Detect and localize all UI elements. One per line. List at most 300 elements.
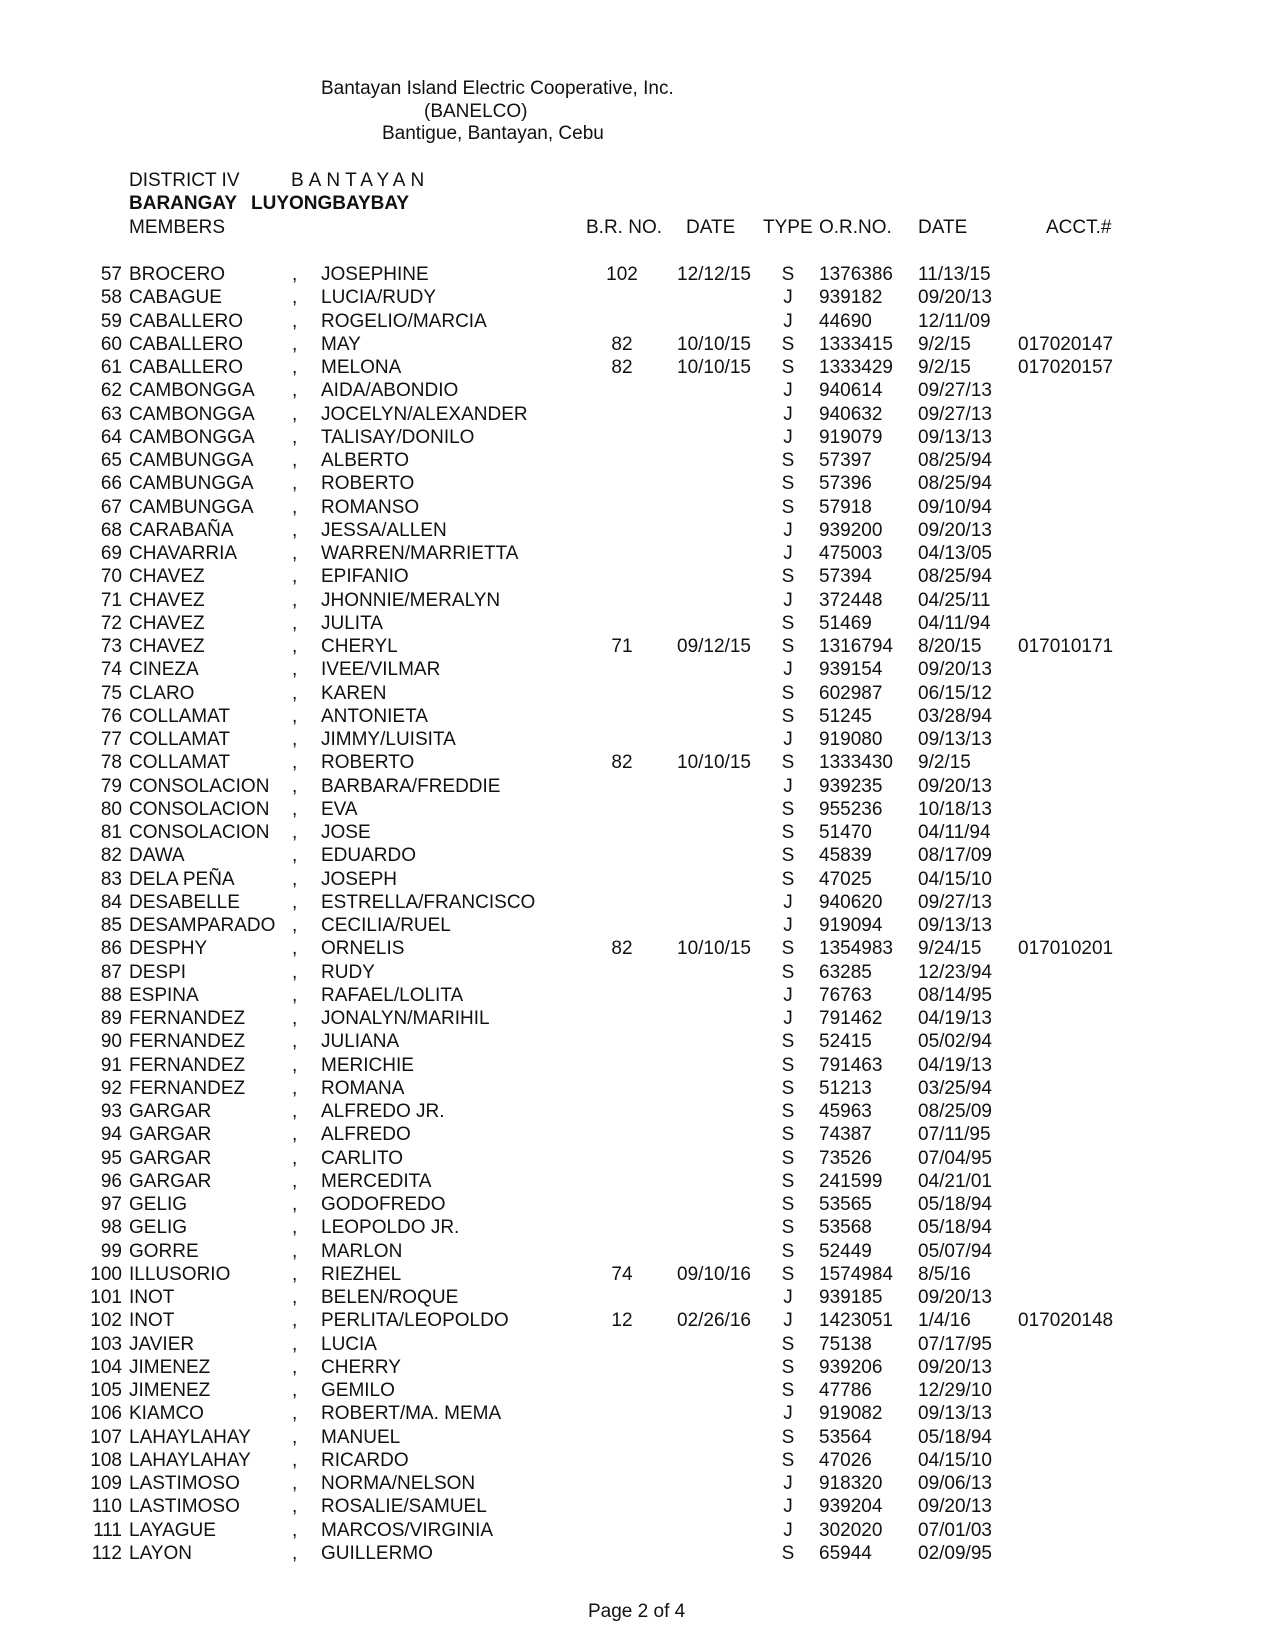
membership-type: S bbox=[781, 845, 795, 867]
column-header-members: MEMBERS bbox=[129, 217, 226, 238]
name-separator: , bbox=[292, 1287, 298, 1308]
or-number: 51470 bbox=[819, 822, 872, 843]
member-first-name: ALFREDO bbox=[321, 1124, 411, 1146]
name-separator: , bbox=[292, 1310, 298, 1332]
name-separator: , bbox=[292, 1008, 298, 1029]
account-number: 017010201 bbox=[1018, 938, 1114, 960]
or-number: 45963 bbox=[819, 1101, 872, 1122]
member-last-name: KIAMCO bbox=[129, 1403, 204, 1425]
name-separator: , bbox=[292, 450, 298, 471]
member-first-name: BARBARA/FREDDIE bbox=[321, 775, 501, 797]
member-last-name: CAMBONGGA bbox=[129, 426, 255, 448]
or-date: 09/13/13 bbox=[918, 1403, 992, 1425]
member-number: 85 bbox=[100, 915, 122, 936]
name-separator: , bbox=[292, 1473, 298, 1494]
member-number: 70 bbox=[100, 566, 122, 588]
member-last-name: COLLAMAT bbox=[129, 705, 231, 727]
member-first-name: JOSEPHINE bbox=[321, 264, 429, 285]
table-row bbox=[0, 891, 1275, 914]
name-separator: , bbox=[292, 891, 298, 913]
or-number: 73526 bbox=[819, 1147, 872, 1169]
member-first-name: RICARDO bbox=[321, 1449, 409, 1471]
br-date: 09/12/15 bbox=[677, 636, 751, 657]
or-number: 1423051 bbox=[819, 1310, 893, 1332]
member-last-name: CHAVEZ bbox=[129, 612, 205, 634]
table-row bbox=[0, 1449, 1275, 1472]
br-number: 82 bbox=[611, 357, 633, 378]
member-first-name: ROMANSO bbox=[321, 496, 420, 518]
member-last-name: CABAGUE bbox=[129, 287, 222, 309]
member-number: 97 bbox=[100, 1194, 122, 1215]
table-row bbox=[0, 868, 1275, 891]
table-row bbox=[0, 1379, 1275, 1402]
table-row bbox=[0, 1309, 1275, 1332]
or-number: 475003 bbox=[819, 543, 883, 564]
account-number: 017010171 bbox=[1018, 636, 1114, 657]
or-date: 04/15/10 bbox=[918, 868, 992, 890]
member-first-name: ALFREDO JR. bbox=[321, 1101, 445, 1122]
member-first-name: JIMMY/LUISITA bbox=[321, 729, 456, 750]
member-last-name: GARGAR bbox=[129, 1124, 212, 1146]
member-last-name: FERNANDEZ bbox=[129, 1031, 246, 1053]
name-separator: , bbox=[292, 1147, 298, 1169]
or-number: 53565 bbox=[819, 1194, 872, 1215]
member-first-name: EDUARDO bbox=[321, 845, 417, 867]
or-number: 51469 bbox=[819, 612, 872, 634]
member-last-name: GELIG bbox=[129, 1217, 188, 1239]
or-date: 04/11/94 bbox=[918, 822, 991, 843]
membership-type: J bbox=[783, 310, 793, 332]
member-number: 60 bbox=[100, 333, 122, 355]
membership-type: S bbox=[781, 1031, 795, 1053]
member-number: 102 bbox=[90, 1310, 122, 1332]
org-address: Bantigue, Bantayan, Cebu bbox=[382, 123, 604, 144]
member-first-name: GODOFREDO bbox=[321, 1194, 446, 1215]
member-number: 73 bbox=[100, 636, 122, 657]
member-last-name: DESAMPARADO bbox=[129, 915, 276, 936]
name-separator: , bbox=[292, 1194, 298, 1215]
membership-type: S bbox=[781, 612, 795, 634]
or-number: 44690 bbox=[819, 310, 872, 332]
membership-type: J bbox=[783, 426, 793, 448]
membership-type: S bbox=[781, 705, 795, 727]
or-number: 955236 bbox=[819, 798, 883, 820]
member-number: 105 bbox=[90, 1380, 122, 1401]
or-date: 09/20/13 bbox=[918, 1496, 992, 1518]
member-first-name: JOSE bbox=[321, 822, 371, 843]
member-last-name: BROCERO bbox=[129, 264, 226, 285]
or-date: 09/13/13 bbox=[918, 426, 992, 448]
name-separator: , bbox=[292, 752, 298, 774]
member-last-name: CAMBONGGA bbox=[129, 380, 255, 402]
barangay-label: BARANGAY bbox=[129, 193, 238, 214]
member-first-name: JOCELYN/ALEXANDER bbox=[321, 403, 528, 425]
or-number: 45839 bbox=[819, 845, 872, 867]
member-number: 66 bbox=[100, 473, 122, 495]
or-number: 918320 bbox=[819, 1473, 883, 1494]
membership-type: S bbox=[781, 1542, 795, 1564]
name-separator: , bbox=[292, 729, 298, 750]
member-last-name: CAMBUNGGA bbox=[129, 450, 254, 471]
or-number: 63285 bbox=[819, 961, 872, 983]
name-separator: , bbox=[292, 775, 298, 797]
br-date: 10/10/15 bbox=[677, 333, 751, 355]
member-first-name: PERLITA/LEOPOLDO bbox=[321, 1310, 509, 1332]
membership-type: J bbox=[783, 984, 793, 1006]
member-last-name: CLARO bbox=[129, 682, 195, 704]
or-date: 09/10/94 bbox=[918, 496, 992, 518]
or-date: 07/17/95 bbox=[918, 1333, 992, 1355]
table-row bbox=[0, 263, 1275, 286]
br-number: 74 bbox=[611, 1263, 633, 1285]
or-number: 940614 bbox=[819, 380, 883, 402]
name-separator: , bbox=[292, 357, 298, 378]
or-date: 05/02/94 bbox=[918, 1031, 992, 1053]
or-date: 09/20/13 bbox=[918, 1356, 992, 1378]
membership-type: S bbox=[781, 961, 795, 983]
member-last-name: INOT bbox=[129, 1310, 175, 1332]
br-number: 71 bbox=[611, 636, 633, 657]
member-number: 99 bbox=[100, 1240, 122, 1262]
or-number: 241599 bbox=[819, 1170, 883, 1192]
member-last-name: CAMBUNGGA bbox=[129, 496, 254, 518]
membership-type: S bbox=[781, 1426, 795, 1448]
member-last-name: COLLAMAT bbox=[129, 729, 231, 750]
member-last-name: CHAVEZ bbox=[129, 636, 205, 657]
member-last-name: DESABELLE bbox=[129, 891, 240, 913]
member-first-name: ESTRELLA/FRANCISCO bbox=[321, 891, 536, 913]
or-number: 47025 bbox=[819, 868, 872, 890]
name-separator: , bbox=[292, 403, 298, 425]
name-separator: , bbox=[292, 333, 298, 355]
member-first-name: JHONNIE/MERALYN bbox=[321, 589, 501, 611]
member-last-name: CABALLERO bbox=[129, 310, 244, 332]
br-date: 12/12/15 bbox=[677, 264, 751, 285]
or-date: 04/13/05 bbox=[918, 543, 992, 564]
membership-type: S bbox=[781, 473, 795, 495]
membership-type: S bbox=[781, 1124, 795, 1146]
membership-type: J bbox=[783, 891, 793, 913]
membership-type: S bbox=[781, 752, 795, 774]
member-last-name: COLLAMAT bbox=[129, 752, 231, 774]
membership-type: S bbox=[781, 1449, 795, 1471]
name-separator: , bbox=[292, 426, 298, 448]
name-separator: , bbox=[292, 798, 298, 820]
member-last-name: CHAVEZ bbox=[129, 566, 205, 588]
or-number: 939206 bbox=[819, 1356, 883, 1378]
member-first-name: WARREN/MARRIETTA bbox=[321, 543, 519, 564]
or-number: 1354983 bbox=[819, 938, 893, 960]
or-date: 09/13/13 bbox=[918, 729, 992, 750]
table-row bbox=[0, 844, 1275, 867]
table-row bbox=[0, 1495, 1275, 1518]
member-number: 98 bbox=[100, 1217, 122, 1239]
member-first-name: ROBERTO bbox=[321, 752, 415, 774]
table-row bbox=[0, 914, 1275, 937]
br-date: 02/26/16 bbox=[677, 1310, 751, 1332]
membership-type: S bbox=[781, 1356, 795, 1378]
membership-type: S bbox=[781, 822, 795, 843]
table-row bbox=[0, 426, 1275, 449]
member-number: 58 bbox=[100, 287, 122, 309]
or-date: 03/28/94 bbox=[918, 705, 992, 727]
or-date: 09/27/13 bbox=[918, 891, 992, 913]
member-first-name: EVA bbox=[321, 798, 358, 820]
name-separator: , bbox=[292, 705, 298, 727]
member-first-name: CECILIA/RUEL bbox=[321, 915, 451, 936]
membership-type: S bbox=[781, 357, 795, 378]
member-last-name: LAHAYLAHAY bbox=[129, 1449, 251, 1471]
membership-type: S bbox=[781, 1077, 795, 1099]
membership-type: J bbox=[783, 729, 793, 750]
or-number: 51245 bbox=[819, 705, 872, 727]
or-date: 1/4/16 bbox=[918, 1310, 971, 1332]
member-first-name: TALISAY/DONILO bbox=[321, 426, 475, 448]
member-first-name: ALBERTO bbox=[321, 450, 410, 471]
name-separator: , bbox=[292, 264, 298, 285]
membership-type: J bbox=[783, 775, 793, 797]
or-number: 57394 bbox=[819, 566, 872, 588]
or-date: 11/13/15 bbox=[918, 264, 991, 285]
member-first-name: GEMILO bbox=[321, 1380, 395, 1401]
member-first-name: LUCIA bbox=[321, 1333, 377, 1355]
or-date: 04/21/01 bbox=[918, 1170, 992, 1192]
member-number: 89 bbox=[100, 1008, 122, 1029]
org-name: Bantayan Island Electric Cooperative, Inc. bbox=[321, 78, 674, 99]
table-row bbox=[0, 286, 1275, 309]
name-separator: , bbox=[292, 473, 298, 495]
member-last-name: CABALLERO bbox=[129, 357, 244, 378]
member-number: 110 bbox=[91, 1496, 122, 1518]
member-first-name: JOSEPH bbox=[321, 868, 398, 890]
or-date: 09/06/13 bbox=[918, 1473, 992, 1494]
member-number: 72 bbox=[100, 612, 122, 634]
member-last-name: LASTIMOSO bbox=[129, 1473, 240, 1494]
member-number: 96 bbox=[100, 1170, 122, 1192]
name-separator: , bbox=[292, 659, 298, 681]
or-number: 52449 bbox=[819, 1240, 872, 1262]
table-row bbox=[0, 1240, 1275, 1263]
or-number: 791462 bbox=[819, 1008, 883, 1029]
member-first-name: ROBERT/MA. MEMA bbox=[321, 1403, 502, 1425]
table-row bbox=[0, 821, 1275, 844]
member-number: 59 bbox=[100, 310, 122, 332]
name-separator: , bbox=[292, 1240, 298, 1262]
name-separator: , bbox=[292, 519, 298, 541]
member-last-name: FERNANDEZ bbox=[129, 1054, 246, 1076]
member-first-name: CHERRY bbox=[321, 1356, 401, 1378]
or-number: 1316794 bbox=[819, 636, 893, 657]
table-row bbox=[0, 310, 1275, 333]
table-row bbox=[0, 635, 1275, 658]
table-row bbox=[0, 1519, 1275, 1542]
or-number: 1333415 bbox=[819, 333, 893, 355]
table-row bbox=[0, 565, 1275, 588]
account-number: 017020157 bbox=[1018, 357, 1114, 378]
table-row bbox=[0, 1007, 1275, 1030]
member-first-name: ROGELIO/MARCIA bbox=[321, 310, 487, 332]
table-row bbox=[0, 984, 1275, 1007]
or-date: 08/25/94 bbox=[918, 473, 992, 495]
membership-type: J bbox=[783, 589, 793, 611]
name-separator: , bbox=[292, 636, 298, 657]
member-first-name: LUCIA/RUDY bbox=[321, 287, 437, 309]
member-number: 82 bbox=[100, 845, 122, 867]
member-last-name: JIMENEZ bbox=[129, 1380, 211, 1401]
barangay-name: LUYONGBAYBAY bbox=[251, 193, 410, 214]
membership-type: S bbox=[781, 868, 795, 890]
or-number: 57396 bbox=[819, 473, 872, 495]
membership-type: J bbox=[783, 1473, 793, 1494]
or-number: 1376386 bbox=[819, 264, 893, 285]
or-date: 08/25/94 bbox=[918, 450, 992, 471]
br-number: 102 bbox=[606, 264, 638, 285]
column-header-date: DATE bbox=[686, 217, 736, 238]
or-number: 939235 bbox=[819, 775, 883, 797]
name-separator: , bbox=[292, 380, 298, 402]
table-row bbox=[0, 472, 1275, 495]
or-date: 9/24/15 bbox=[918, 938, 982, 960]
member-number: 94 bbox=[100, 1124, 122, 1146]
or-number: 791463 bbox=[819, 1054, 883, 1076]
name-separator: , bbox=[292, 1124, 298, 1146]
br-date: 10/10/15 bbox=[677, 357, 751, 378]
member-number: 88 bbox=[100, 984, 122, 1006]
member-first-name: NORMA/NELSON bbox=[321, 1473, 476, 1494]
or-date: 08/25/09 bbox=[918, 1101, 992, 1122]
or-number: 940632 bbox=[819, 403, 883, 425]
member-last-name: ILLUSORIO bbox=[129, 1263, 231, 1285]
member-last-name: GORRE bbox=[129, 1240, 199, 1262]
or-number: 372448 bbox=[819, 589, 883, 611]
table-row bbox=[0, 356, 1275, 379]
or-number: 939182 bbox=[819, 287, 883, 309]
member-first-name: RUDY bbox=[321, 961, 375, 983]
member-first-name: JULITA bbox=[321, 612, 383, 634]
account-number: 017020147 bbox=[1018, 333, 1114, 355]
member-first-name: CARLITO bbox=[321, 1147, 404, 1169]
or-date: 05/18/94 bbox=[918, 1217, 992, 1239]
member-last-name: ESPINA bbox=[129, 984, 199, 1006]
member-number: 62 bbox=[100, 380, 122, 402]
member-first-name: MERCEDITA bbox=[321, 1170, 432, 1192]
table-row bbox=[0, 496, 1275, 519]
member-number: 77 bbox=[100, 729, 122, 750]
member-first-name: EPIFANIO bbox=[321, 566, 409, 588]
table-row bbox=[0, 1100, 1275, 1123]
member-number: 108 bbox=[90, 1449, 122, 1471]
or-date: 09/20/13 bbox=[918, 775, 992, 797]
member-number: 71 bbox=[100, 589, 122, 611]
table-row bbox=[0, 542, 1275, 565]
table-row bbox=[0, 705, 1275, 728]
table-row bbox=[0, 1077, 1275, 1100]
membership-type: S bbox=[781, 333, 795, 355]
name-separator: , bbox=[292, 1263, 298, 1285]
or-number: 1333430 bbox=[819, 752, 893, 774]
member-number: 84 bbox=[100, 891, 122, 913]
membership-type: S bbox=[781, 1333, 795, 1355]
name-separator: , bbox=[292, 1356, 298, 1378]
or-date: 07/04/95 bbox=[918, 1147, 992, 1169]
or-date: 09/20/13 bbox=[918, 519, 992, 541]
or-date: 09/27/13 bbox=[918, 380, 992, 402]
or-number: 1574984 bbox=[819, 1263, 893, 1285]
or-date: 9/2/15 bbox=[918, 357, 971, 378]
name-separator: , bbox=[292, 566, 298, 588]
name-separator: , bbox=[292, 496, 298, 518]
member-last-name: CABALLERO bbox=[129, 333, 244, 355]
member-first-name: ORNELIS bbox=[321, 938, 405, 960]
membership-type: J bbox=[783, 403, 793, 425]
table-row bbox=[0, 1216, 1275, 1239]
membership-type: J bbox=[783, 1008, 793, 1029]
member-first-name: GUILLERMO bbox=[321, 1542, 433, 1564]
or-date: 07/01/03 bbox=[918, 1519, 992, 1541]
br-date: 10/10/15 bbox=[677, 752, 751, 774]
member-last-name: CONSOLACION bbox=[129, 798, 270, 820]
table-row bbox=[0, 658, 1275, 681]
table-row bbox=[0, 1542, 1275, 1565]
name-separator: , bbox=[292, 1333, 298, 1355]
or-number: 52415 bbox=[819, 1031, 872, 1053]
member-number: 63 bbox=[100, 403, 122, 425]
member-number: 83 bbox=[100, 868, 122, 890]
member-last-name: GELIG bbox=[129, 1194, 188, 1215]
member-first-name: AIDA/ABONDIO bbox=[321, 380, 459, 402]
member-first-name: MELONA bbox=[321, 357, 402, 378]
district-label: DISTRICT IV bbox=[129, 170, 240, 191]
or-number: 57397 bbox=[819, 450, 872, 471]
page-number: Page 2 of 4 bbox=[588, 1601, 686, 1622]
or-number: 939204 bbox=[819, 1496, 883, 1518]
membership-type: S bbox=[781, 496, 795, 518]
or-number: 51213 bbox=[819, 1077, 872, 1099]
name-separator: , bbox=[292, 1101, 298, 1122]
or-date: 06/15/12 bbox=[918, 682, 992, 704]
name-separator: , bbox=[292, 822, 298, 843]
membership-type: S bbox=[781, 1101, 795, 1122]
table-row bbox=[0, 449, 1275, 472]
table-row bbox=[0, 961, 1275, 984]
table-row bbox=[0, 1054, 1275, 1077]
or-date: 05/18/94 bbox=[918, 1426, 992, 1448]
column-header-or-no: O.R.NO. bbox=[819, 217, 892, 238]
or-date: 09/20/13 bbox=[918, 287, 992, 309]
member-last-name: LASTIMOSO bbox=[129, 1496, 240, 1518]
member-last-name: CAMBUNGGA bbox=[129, 473, 254, 495]
or-number: 53568 bbox=[819, 1217, 872, 1239]
table-row bbox=[0, 333, 1275, 356]
table-row bbox=[0, 1193, 1275, 1216]
member-last-name: JIMENEZ bbox=[129, 1356, 211, 1378]
br-number: 82 bbox=[611, 333, 633, 355]
or-date: 8/20/15 bbox=[918, 636, 982, 657]
or-date: 10/18/13 bbox=[918, 798, 992, 820]
membership-type: J bbox=[783, 659, 793, 681]
member-last-name: GARGAR bbox=[129, 1147, 212, 1169]
table-row bbox=[0, 728, 1275, 751]
member-first-name: BELEN/ROQUE bbox=[321, 1287, 459, 1308]
table-row bbox=[0, 519, 1275, 542]
member-last-name: JAVIER bbox=[129, 1333, 195, 1355]
table-row bbox=[0, 1333, 1275, 1356]
name-separator: , bbox=[292, 1496, 298, 1518]
br-date: 09/10/16 bbox=[677, 1263, 751, 1285]
membership-type: J bbox=[783, 519, 793, 541]
member-number: 106 bbox=[90, 1403, 122, 1425]
member-number: 57 bbox=[100, 264, 122, 285]
